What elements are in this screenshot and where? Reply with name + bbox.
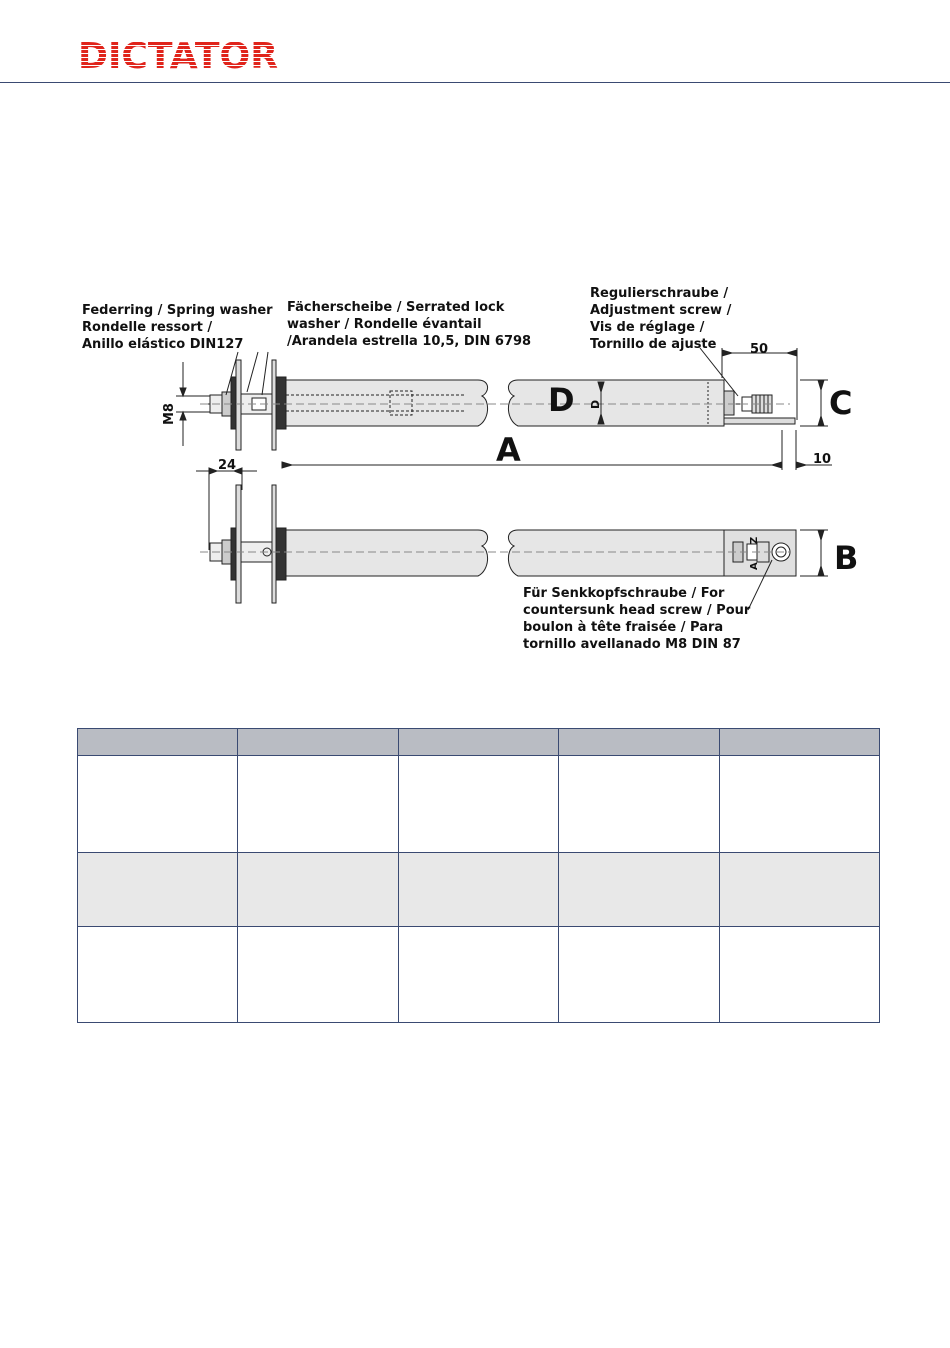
countersunk-callout: Für Senkkopfschraube / For countersunk head screw / Pour boulon à tête fraisée / Para tornillo avellanado M8 DIN 87 [523,586,751,652]
table-cell [398,756,558,853]
table-row [78,927,880,1023]
tube-bottom-right [508,530,724,576]
spring-washer-callout: Federring / Spring washer Rondelle ressort / Anillo elástico DIN127 [82,303,273,352]
dim-b-big: B [834,539,859,577]
table-header-cell [559,729,719,756]
table-row [78,853,880,927]
wall-plate-bottom [236,485,241,603]
table-cell [719,853,879,927]
table-cell [559,756,719,853]
table-header-cell [238,729,398,756]
tube-top-right [508,380,724,426]
table-header-cell [78,729,238,756]
dim-10: 10 [813,452,832,467]
table-cell [78,853,238,927]
table-cell [238,853,398,927]
table-cell [398,927,558,1023]
dim-24: 24 [218,458,237,473]
table-header-row [78,729,880,756]
specification-table [77,728,880,1023]
adjustment-screw-callout: Regulierschraube / Adjustment screw / Vis de réglage / Tornillo de ajuste [590,286,732,352]
bracket-label-a: A [749,562,760,570]
table-cell [719,927,879,1023]
svg-text:DICTATOR: DICTATOR [78,38,278,72]
dim-a-big: A [496,431,521,469]
table-header-cell [398,729,558,756]
tube-top-left [286,380,488,426]
table-row [78,756,880,853]
serrated-washer-callout: Fächerscheibe / Serrated lock washer / Rondelle évantail /Arandela estrella 10,5, DIN 6798 [287,300,532,349]
table-cell [78,927,238,1023]
table-cell [559,927,719,1023]
table-cell [719,756,879,853]
wall-plate-top [236,360,241,450]
dim-50: 50 [750,342,769,357]
dim-d-small: D [589,399,602,409]
table-cell [238,756,398,853]
tube-bottom-left [286,530,488,576]
dim-d-big: D [548,381,575,419]
table-cell [398,853,558,927]
table-cell [238,927,398,1023]
dim-m8: M8 [162,403,177,425]
bracket-label-z: Z [749,536,760,544]
table-cell [559,853,719,927]
table-header-cell [719,729,879,756]
table-cell [78,756,238,853]
dim-c-big: C [829,384,853,422]
